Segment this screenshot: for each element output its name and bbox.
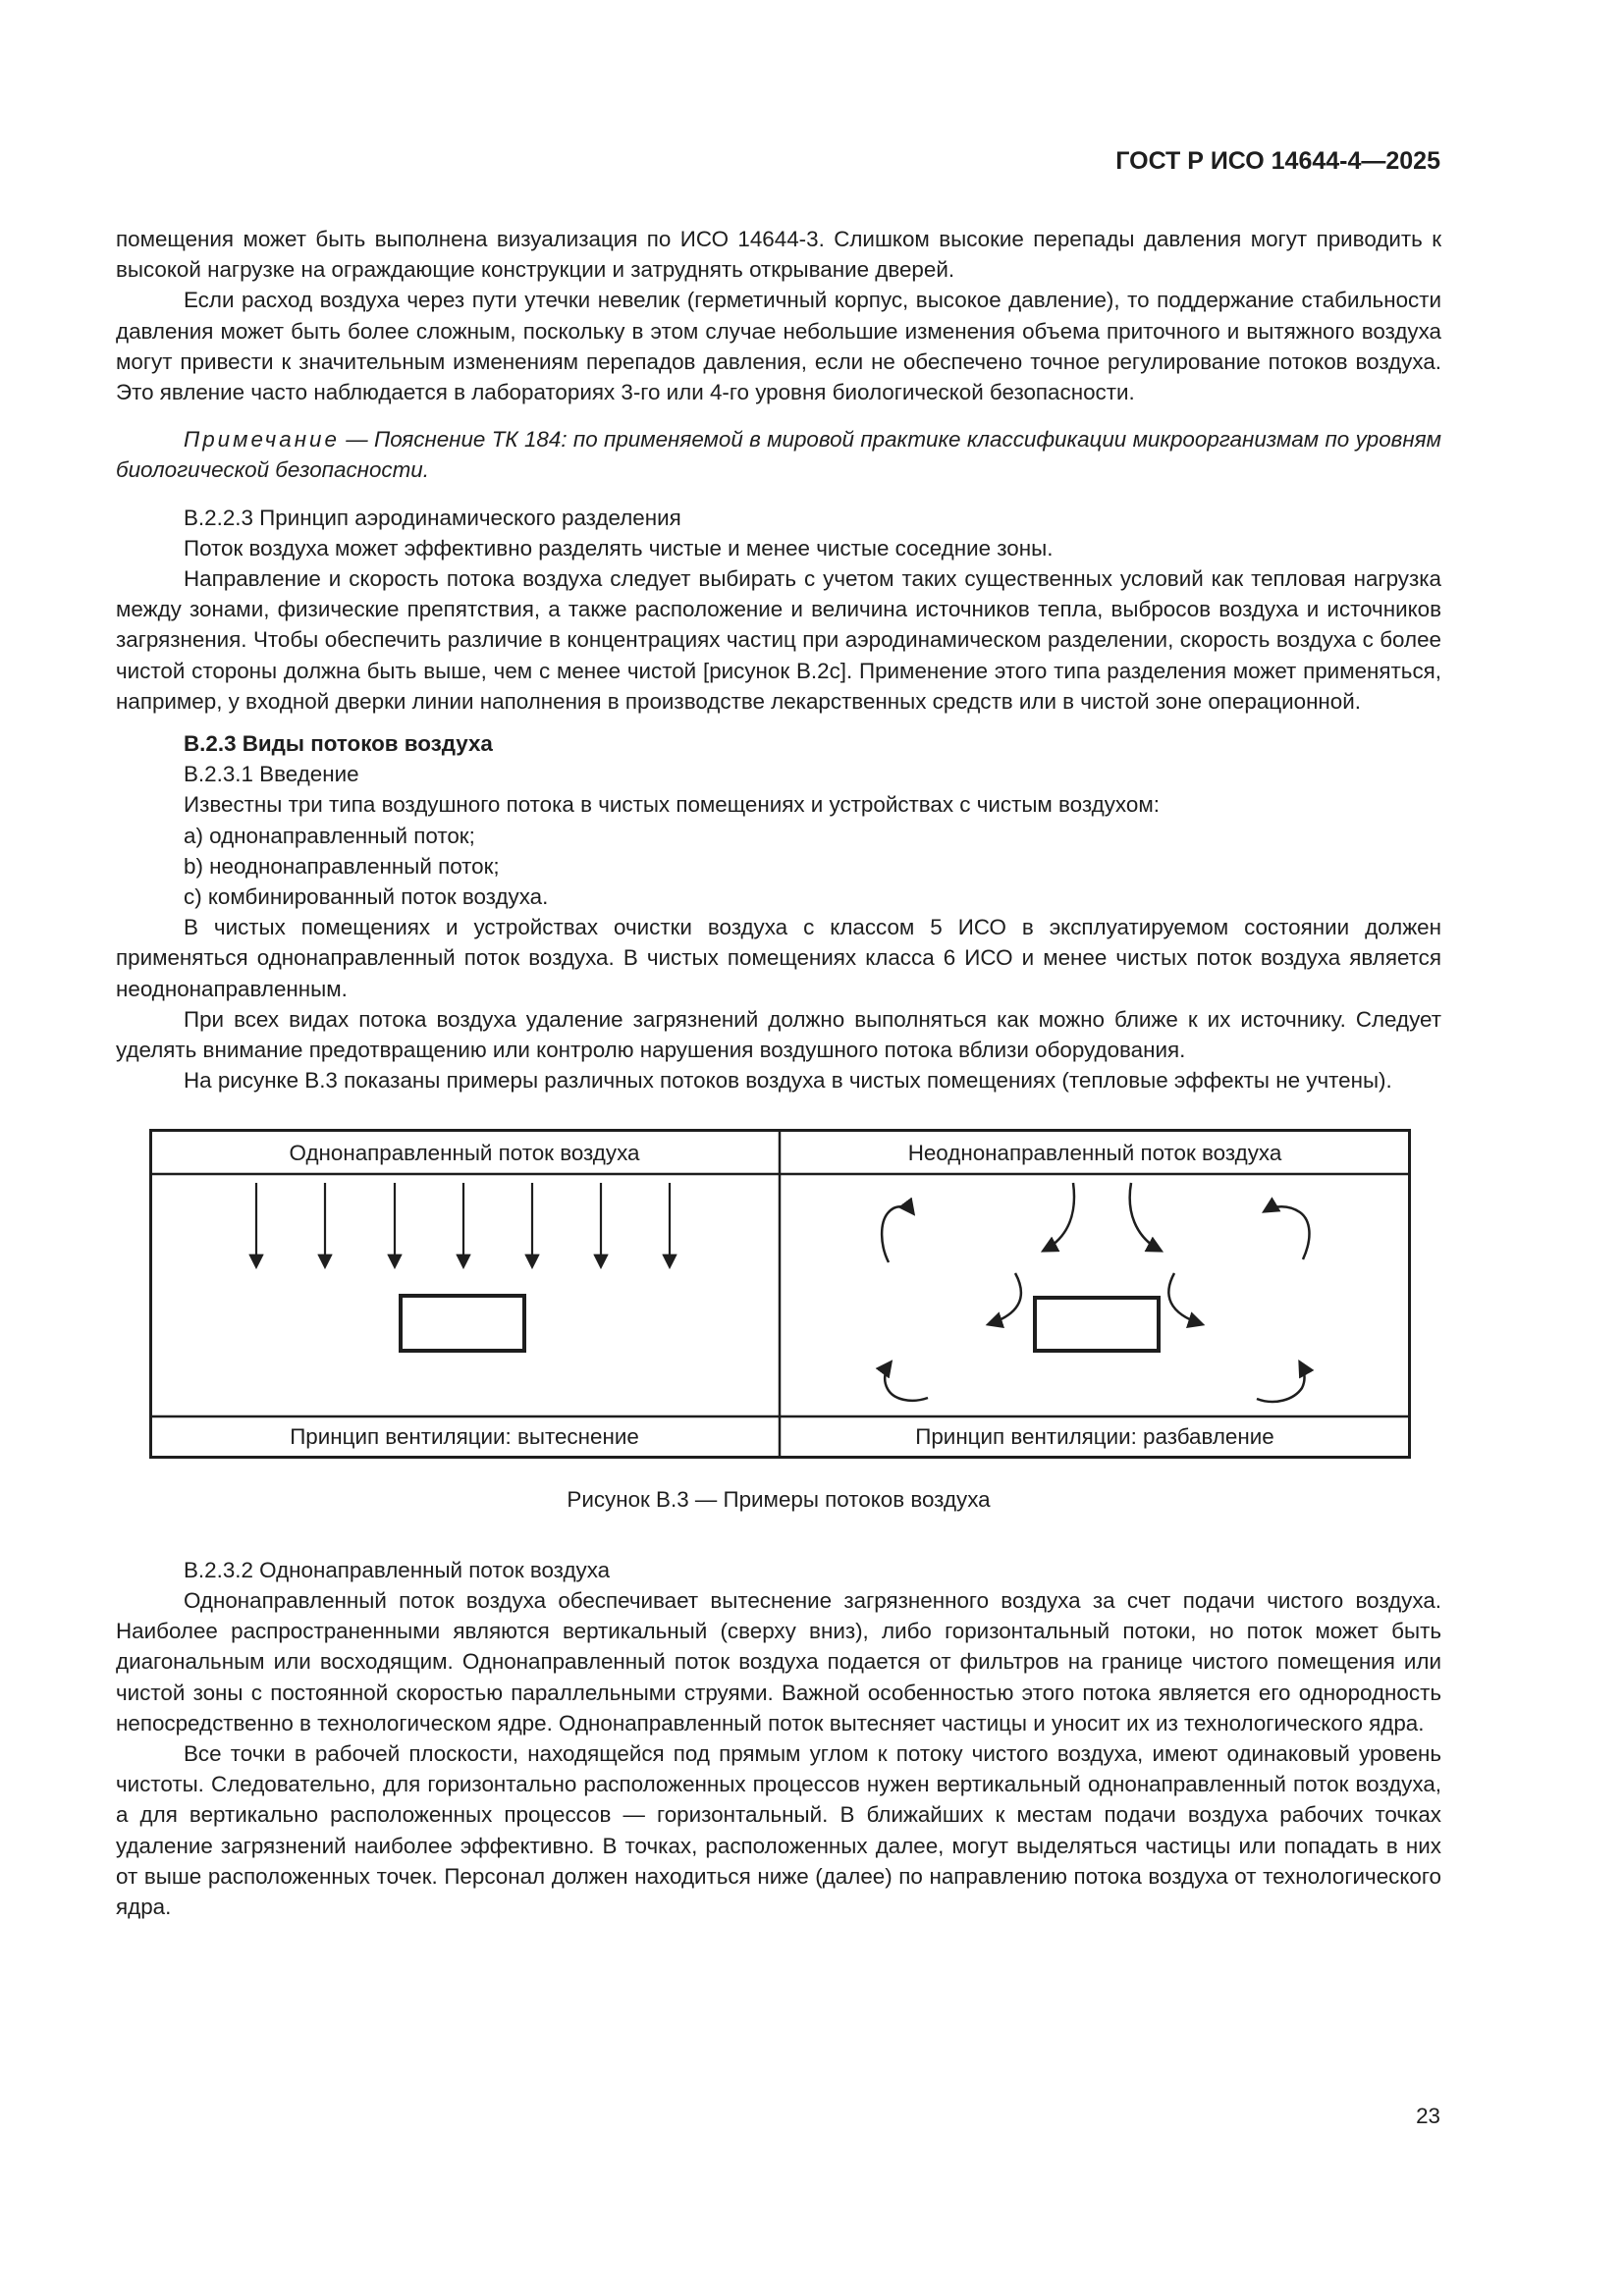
figure-caption: Рисунок В.3 — Примеры потоков воздуха <box>567 1487 991 1513</box>
note <box>116 424 1441 485</box>
curved-down-arrow <box>1130 1183 1161 1251</box>
section-heading: В.2.3 Виды потоков воздуха <box>184 731 493 757</box>
page-number: 23 <box>1416 2104 1440 2128</box>
airflow-diagram <box>149 1129 1411 1459</box>
paragraph: В чистых помещениях и устройствах очистки воздуха с классом 5 ИСО в эксплуатируемом состоянии должен применяться однонаправленный поток воздуха. В чистых помещениях класса 6 ИСО и менее чистых поток воздуха является неоднонаправленным. <box>116 915 1441 1001</box>
list-item: b) неоднонаправленный поток; <box>184 853 500 879</box>
document-header: ГОСТ Р ИСО 14644-4—2025 <box>1115 147 1440 175</box>
paragraph: На рисунке В.3 показаны примеры различных потоков воздуха в чистых помещениях (тепловые эффекты не учтены). <box>184 1068 1392 1094</box>
paragraph: Все точки в рабочей плоскости, находящейся под прямым углом к потоку чистого воздуха, имеют одинаковый уровень чистоты. Следовательно, для горизонтально расположенных процессов нужен вертикальный однонаправленный поток воздуха, а для вертикально расположенных процессов — горизонтальный. В ближайших к местам подачи воздуха рабочих точках удаление загрязнений наиболее эффективно. В точках, расположенных далее, могут выделяться частицы или попадать в них от выше расположенных точек. Персонал должен находиться ниже (далее) по направлению потока воздуха от технологического ядра. <box>116 1740 1441 1919</box>
note-text: — Пояснение ТК 184: по применяемой в мировой практике классификации микроорганизмам по уровням биологической безопасности. <box>116 427 1441 483</box>
process-core-left <box>401 1296 524 1351</box>
paragraph: помещения может быть выполнена визуализация по ИСО 14644-3. Слишком высокие перепады давления могут приводить к высокой нагрузке на ограждающие конструкции и затруднять открывание дверей. <box>116 227 1441 283</box>
subsection-heading: В.2.3.1 Введение <box>184 762 359 787</box>
paragraph: Известны три типа воздушного потока в чистых помещениях и устройствах с чистым воздухом: <box>184 792 1160 818</box>
page-content <box>116 224 1441 1922</box>
unidirectional-flow-arrows <box>256 1183 670 1266</box>
right-panel-footer: Принцип вентиляции: разбавление <box>915 1424 1274 1450</box>
non-unidirectional-flow-arrows <box>882 1183 1309 1402</box>
curved-up-arrow <box>1257 1362 1304 1402</box>
list-item: c) комбинированный поток воздуха. <box>184 884 549 910</box>
section-heading: В.2.2.3 Принцип аэродинамического разделения <box>184 505 681 530</box>
list-item: a) однонаправленный поток; <box>184 823 475 848</box>
left-panel-title: Однонаправленный поток воздуха <box>289 1141 640 1166</box>
paragraph: При всех видах потока воздуха удаление загрязнений должно выполняться как можно ближе к их источнику. Следует уделять внимание предотвращению или контролю нарушения воздушного потока вблизи оборудования. <box>116 1006 1441 1063</box>
figure-frame <box>151 1131 1410 1458</box>
paragraph: Направление и скорость потока воздуха следует выбирать с учетом таких существенных условий как тепловая нагрузка между зонами, физические препятствия, а также расположение и величина источников тепла, выбросов воздуха и источников загрязнения. Чтобы обеспечить различие в концентрациях частиц при аэродинамическом разделении, скорость воздуха с более чистой стороны должна быть выше, чем с менее чистой [рисунок В.2с]. Применение этого типа разделения может применяться, например, у входной дверки линии наполнения в производстве лекарственных средств или в чистой зоне операционной. <box>116 566 1441 714</box>
curved-up-arrow <box>885 1362 928 1401</box>
figure-b3 <box>116 1129 1441 1515</box>
subsection-heading: В.2.3.2 Однонаправленный поток воздуха <box>184 1557 611 1582</box>
process-core-right <box>1035 1298 1159 1351</box>
swirl-arrow <box>882 1207 913 1263</box>
swirl-arrow <box>1265 1207 1309 1260</box>
curved-right-arrow <box>1168 1273 1202 1324</box>
curved-left-arrow <box>989 1273 1021 1324</box>
paragraph: Если расход воздуха через пути утечки невелик (герметичный корпус, высокое давление), то поддержание стабильности давления может быть более сложным, поскольку в этом случае небольшие изменения объема приточного и вытяжного воздуха могут привести к значительным изменениям перепадов давления, если не обеспечено точное регулирование потоков воздуха. Это явление часто наблюдается в лабораториях 3-го или 4-го уровня биологической безопасности. <box>116 288 1441 405</box>
note-label: Примечание <box>184 427 340 453</box>
right-panel-title: Неоднонаправленный поток воздуха <box>907 1141 1282 1166</box>
paragraph: Однонаправленный поток воздуха обеспечивает вытеснение загрязненного воздуха за счет подачи чистого воздуха. Наиболее распространенными являются вертикальный (сверху вниз), либо горизонтальный потоки, но поток может быть диагональным или восходящим. Однонаправленный поток воздуха подается от фильтров на границе чистого помещения или чистой зоны с постоянной скоростью параллельными струями. Важной особенностью этого потока является его однородность непосредственно в технологическом ядре. Однонаправленный поток вытесняет частицы и уносит их из технологического ядра. <box>116 1587 1441 1735</box>
curved-down-arrow <box>1044 1183 1074 1251</box>
paragraph: Поток воздуха может эффективно разделять чистые и менее чистые соседние зоны. <box>184 535 1054 561</box>
left-panel-footer: Принцип вентиляции: вытеснение <box>290 1424 639 1450</box>
